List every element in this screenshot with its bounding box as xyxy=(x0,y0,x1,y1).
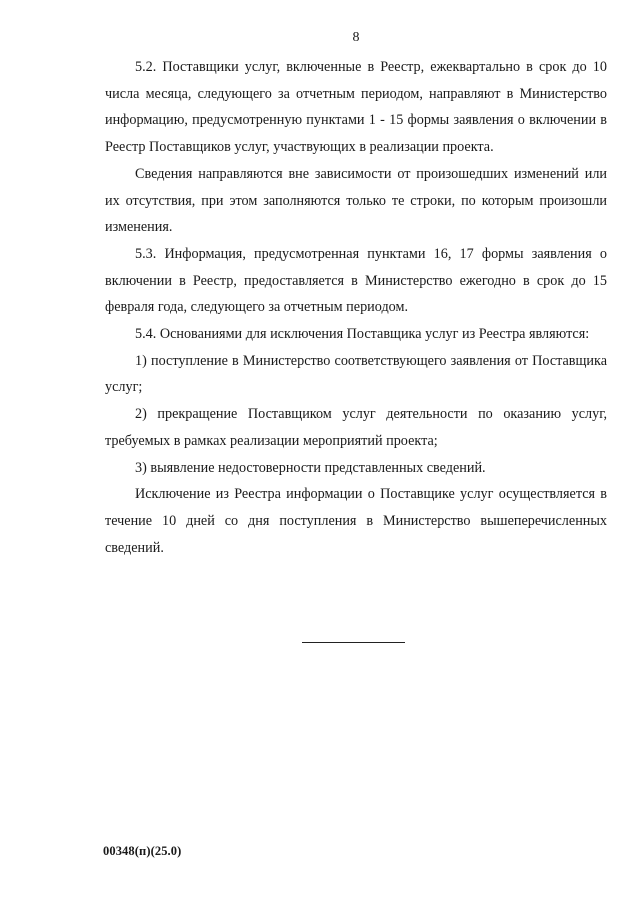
paragraph-5-3: 5.3. Информация, предусмотренная пунктами 16, 17 формы заявления о включении в Реестр, предоставляется в Министерство ежегодно в срок до 15 февраля года, следующего за отчетным периодом. xyxy=(105,245,607,316)
document-body xyxy=(105,54,607,561)
end-divider-line xyxy=(302,642,405,643)
paragraph-info-note: Сведения направляются вне зависимости от произошедших изменений или их отсутствия, при этом заполняются только те строки, по которым произошли изменения. xyxy=(105,165,607,236)
document-code: 00348(п)(25.0) xyxy=(103,844,182,858)
paragraph-5-4: 5.4. Основаниями для исключения Поставщика услуг из Реестра являются: xyxy=(135,326,590,343)
paragraph-5-2: 5.2. Поставщики услуг, включенные в Реестр, ежеквартально в срок до 10 числа месяца, следующего за отчетным периодом, направляют в Министерство информацию, предусмотренную пунктами 1 - 15 формы заявления о включении в Реестр Поставщиков услуг, участвующих в реализации проекта. xyxy=(105,59,607,156)
paragraph-exclusion: Исключение из Реестра информации о Поставщике услуг осуществляется в течение 10 дней со дня поступления в Министерство вышеперечисленных сведений. xyxy=(105,486,607,556)
list-item-2: 2) прекращение Поставщиком услуг деятельности по оказанию услуг, требуемых в рамках реализации мероприятий проекта; xyxy=(105,406,607,449)
list-item-3: 3) выявление недостоверности представленных сведений. xyxy=(135,459,486,476)
page-number: 8 xyxy=(352,30,360,45)
list-item-1: 1) поступление в Министерство соответствующего заявления от Поставщика услуг; xyxy=(105,352,607,396)
